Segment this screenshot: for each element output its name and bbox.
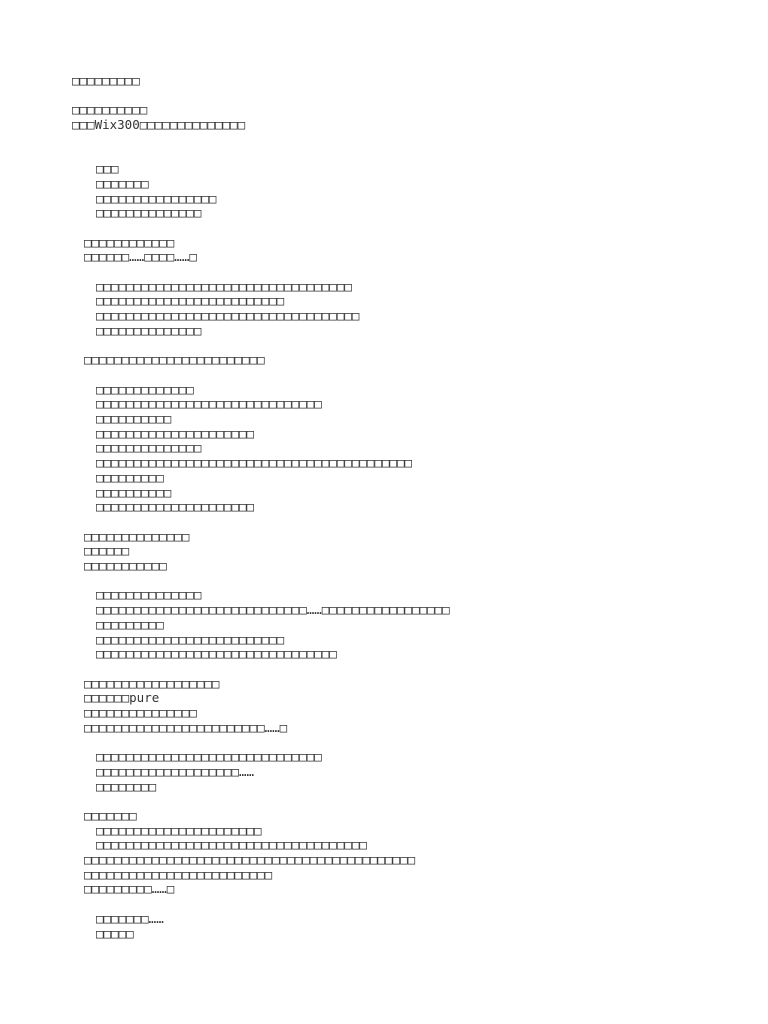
text-line: □□□□□□□ — [96, 175, 149, 191]
line-gap — [72, 515, 752, 530]
text-line: □□□□□□□□□□□□□□□□□□□□□□□□ — [84, 352, 265, 368]
line-gap — [72, 221, 752, 236]
text-line: □□□□□□□□□□□□□ — [96, 381, 194, 397]
line-gap — [72, 574, 752, 589]
text-line: □□□□□□□□□□□□□□□□□□□□□□□□□□□□……□□□□□□□□□□□□□□□□□ — [96, 602, 450, 618]
text-line: □□□□□□□□□□□□□□□□□□□□□□□□□□□□□□ — [96, 396, 322, 412]
text-line: □□□□□□□□□ — [96, 616, 164, 632]
text-line: □□□□□□□□□□□□□□□□□□□□□□□□□□□□□□□□□□□□□□□□□□□□ — [84, 852, 416, 868]
line-gap — [72, 794, 752, 809]
text-line: □□□□□□pure — [84, 690, 160, 706]
text-line: □□□□□□□□□□□□□□□□□□□□□□□□□□□□□□□□ — [96, 646, 337, 662]
line-gap — [72, 735, 752, 750]
text-line: □□□□□□□□□□□ — [84, 558, 167, 574]
text-line: □□□□□□□□□□□□□□□□□□□□□ — [96, 499, 255, 515]
text-line: □□□□□□□□□□□□□□□□□□□…… — [96, 763, 255, 779]
text-line: □□□□□□□□□□□□□□□□□□□□□□□□□ — [84, 866, 273, 882]
document-body — [72, 74, 752, 941]
text-line: □□□□□□□…… — [96, 910, 164, 926]
text-line: □□□□□□□□□□□□□□□□□□□□□ — [96, 425, 255, 441]
text-line: □□□□□□□□□□ — [96, 411, 172, 427]
line-gap — [72, 339, 752, 354]
text-line: □□□□□□□□□□□□□□□□ — [96, 190, 217, 206]
text-line: □□□□□□□□□□□□□□□□□□□□□□□□□ — [96, 293, 285, 309]
text-line: □□□□□□……□□□□……□ — [84, 249, 197, 265]
text-line: □□□□□□□□□ — [72, 73, 140, 88]
text-line: □□□□□□□□□ — [96, 469, 164, 485]
text-line: □□□□□□□□□□□□□□□□□□□□□□□□□□□□□□□□□□ — [96, 278, 352, 294]
line-gap — [72, 89, 752, 104]
text-line: □□□□□□□□□□ — [72, 102, 148, 118]
text-line: □□□□□□□□□□□□□□□□□□□□□□□□□□□□□□□□□□□□ — [96, 837, 367, 853]
line-gap — [72, 897, 752, 912]
line-gap — [72, 265, 752, 280]
text-line: □□□□□□□□□□□□□□ — [96, 322, 202, 338]
text-line: □□□□□□□□□□□□□□□□□□□□□□ — [96, 822, 262, 838]
text-line: □□□□□□□□□□□□□□□□□□ — [84, 675, 220, 691]
text-line: □□□□□□□□□□□□□□ — [96, 440, 202, 456]
text-line: □□□□□□□□□□□□□□□□□□□□□□□□□□□□□□□□□□□□□□□□□□ — [96, 455, 413, 471]
text-line: □□□□□□ — [84, 543, 130, 559]
line-gap — [72, 133, 752, 148]
line-gap — [72, 662, 752, 677]
line-gap — [72, 368, 752, 383]
text-line: □□□□□□□□□□□□□□□□□□□□□□□□□□□□□□□□□□□ — [96, 308, 360, 324]
text-line: □□□□□□□□ — [96, 778, 157, 794]
text-line: □□□□□□□□□□□□□□ — [96, 587, 202, 603]
text-line: □□□□□ — [96, 925, 134, 941]
text-line: □□□ — [96, 161, 119, 177]
text-line: □□□□□□□□□□□□□□ — [96, 205, 202, 221]
text-line: □□□□□□□□□□□□□□ — [84, 528, 190, 544]
text-line: □□□□□□□□□□□□□□□□□□□□□□□□……□ — [84, 719, 288, 735]
text-line: □□□□□□□□□……□ — [84, 881, 175, 897]
text-line: □□□□□□□□□□□□□□□ — [84, 705, 197, 721]
text-line: □□□□□□□□□□□□□□□□□□□□□□□□□ — [96, 631, 285, 647]
text-line: □□□□□□□□□□□□□□□□□□□□□□□□□□□□□□ — [96, 749, 322, 765]
line-gap — [72, 147, 752, 162]
text-line: □□□□□□□□□□ — [96, 484, 172, 500]
text-line: □□□Wix300□□□□□□□□□□□□□□ — [72, 117, 246, 133]
text-line: □□□□□□□ — [84, 807, 137, 823]
text-line: □□□□□□□□□□□□ — [84, 234, 175, 250]
